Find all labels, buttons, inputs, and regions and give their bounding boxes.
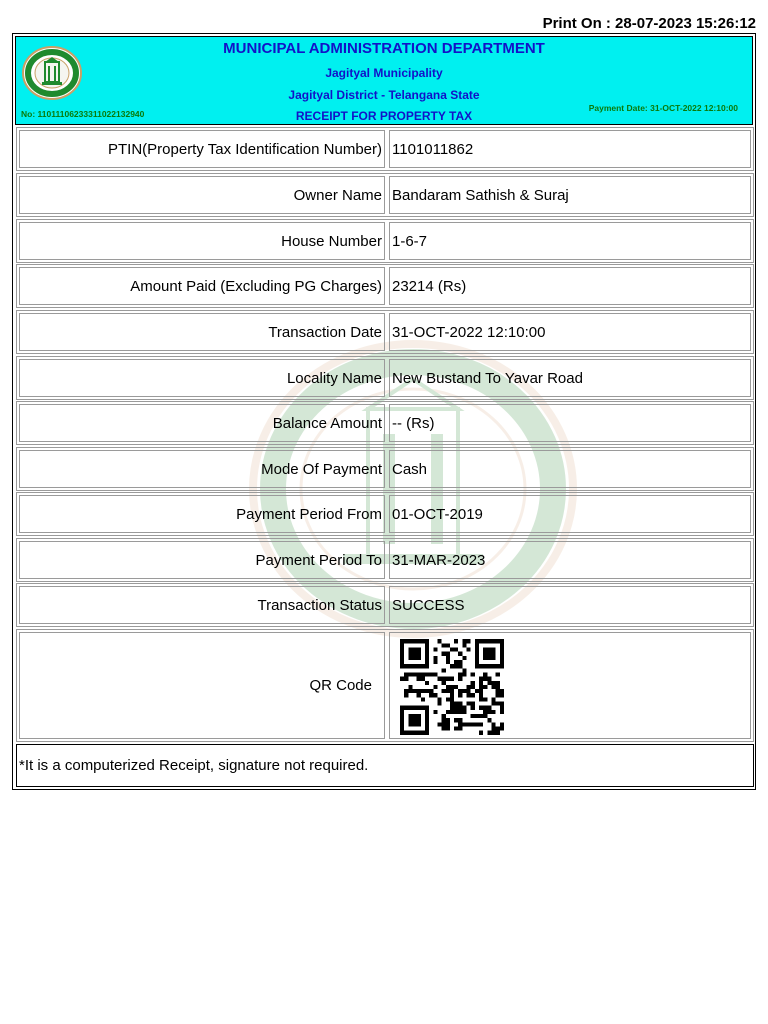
print-timestamp: Print On : 28-07-2023 15:26:12 [542,15,756,32]
qr-code-label: QR Code [19,632,385,739]
table-row [16,492,754,536]
table-row [16,447,754,491]
row-value: 01-OCT-2019 [389,495,751,533]
district-state: Jagityal District - Telangana State [288,88,480,102]
row-value: 1-6-7 [389,222,751,260]
row-label: Balance Amount [19,404,385,442]
row-value: Cash [389,450,751,488]
qr-row [16,629,754,742]
table-row [16,310,754,354]
row-value: SUCCESS [389,586,751,624]
table-row [16,219,754,263]
property-tax-receipt [12,33,756,790]
receipt-title: RECEIPT FOR PROPERTY TAX [295,109,473,123]
municipality-name: Jagityal Municipality [325,66,443,80]
table-row [16,264,754,308]
row-label: Locality Name [19,359,385,397]
receipt-number: No: 11011106233311022132940 [21,109,145,119]
row-label: Owner Name [19,176,385,214]
table-row [16,127,754,171]
payment-date: Payment Date: 31-OCT-2022 12:10:00 [588,103,738,113]
receipt-footer [16,744,754,787]
row-value: 31-OCT-2022 12:10:00 [389,313,751,351]
row-value: 31-MAR-2023 [389,541,751,579]
row-value: 23214 (Rs) [389,267,751,305]
row-label: Transaction Date [19,313,385,351]
table-row [16,401,754,445]
row-value: Bandaram Sathish & Suraj [389,176,751,214]
row-label: Payment Period From [19,495,385,533]
row-value: 1101011862 [389,130,751,168]
row-value: New Bustand To Yavar Road [389,359,751,397]
row-label: House Number [19,222,385,260]
row-label: Payment Period To [19,541,385,579]
receipt-header [15,36,753,125]
qr-code [400,639,504,735]
table-row [16,356,754,400]
table-row [16,173,754,217]
footer-note: *It is a computerized Receipt, signature not required. [19,757,369,774]
table-row [16,538,754,582]
row-value: -- (Rs) [389,404,751,442]
row-label: PTIN(Property Tax Identification Number) [19,130,385,168]
department-title: MUNICIPAL ADMINISTRATION DEPARTMENT [223,40,545,57]
table-row [16,583,754,627]
row-label: Transaction Status [19,586,385,624]
row-label: Mode Of Payment [19,450,385,488]
qr-code-cell [389,632,751,739]
row-label: Amount Paid (Excluding PG Charges) [19,267,385,305]
